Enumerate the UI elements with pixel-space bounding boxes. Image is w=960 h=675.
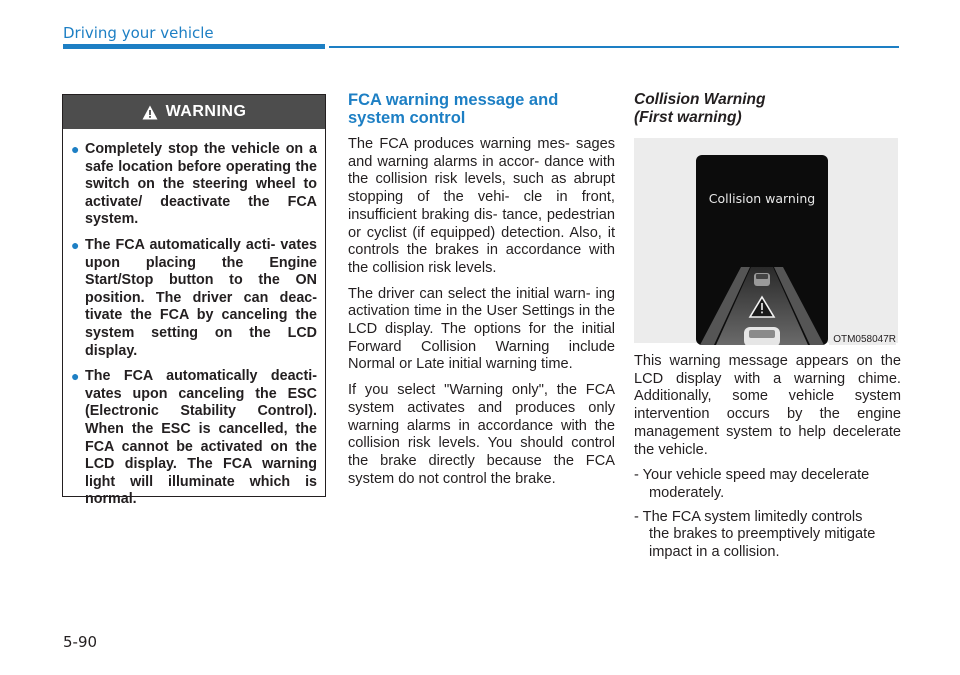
- warning-item: ● The FCA automatically deacti- vates upon canceling the ESC (Electronic Stability Control). When the ESC is cancelled, the FCA cannot be activated on the LCD display. The FCA warning light will illuminate which is normal.: [71, 368, 317, 508]
- dash-item: [634, 509, 901, 562]
- page-number: 5-90: [63, 633, 98, 651]
- middle-column: [348, 91, 615, 496]
- lcd-screen: [696, 155, 828, 345]
- screen-message: Collision warning: [708, 191, 816, 206]
- warning-title: WARNING: [165, 103, 247, 120]
- header-rule-thick: [63, 44, 325, 49]
- warning-box: [62, 94, 326, 508]
- right-column: [634, 91, 901, 568]
- figure-label: OTM058047R: [829, 334, 896, 345]
- bullet-icon: ●: [71, 236, 80, 253]
- paragraph: The driver can select the initial warn- ing activation time in the User Settings in the LCD display. The options for the initial Forward Collision Warning include Normal or Late initial warning time.: [348, 285, 615, 373]
- heading-line-2: (First warning): [634, 109, 742, 126]
- warning-item: ● The FCA automatically acti- vates upon placing the Engine Start/Stop button to the ON position. The driver can deac- tivate the FCA by canceling the system setting on the LCD display.: [71, 236, 317, 359]
- collision-warning-heading: [634, 91, 901, 127]
- warning-triangle-icon: [142, 105, 158, 120]
- header-rule-thin: [329, 46, 899, 48]
- bullet-icon: ●: [71, 368, 80, 385]
- dash-first: - The FCA system limitedly controls: [634, 508, 863, 525]
- dash-rest: moderately.: [649, 484, 725, 501]
- warning-header: [63, 95, 325, 129]
- dash-rest: the brakes to preemptively mitigate impact in a collision.: [649, 526, 876, 561]
- warning-list: [63, 129, 325, 509]
- paragraph: This warning message appears on the LCD display with a warning chime. Additionally, some vehicle system intervention occurs by the engine management system to help decelerate the vehicle.: [634, 353, 901, 458]
- warning-item: ● Completely stop the vehicle on a safe location before operating the switch on the steering wheel to activate/ deactivate the FCA system.: [71, 141, 317, 228]
- bullet-icon: ●: [71, 141, 80, 157]
- dash-first: - Your vehicle speed may decelerate: [634, 467, 870, 484]
- lcd-figure: [634, 138, 898, 343]
- dash-item: [634, 467, 901, 502]
- fca-heading: FCA warning message and system control: [348, 91, 559, 127]
- road-scene-icon: [696, 155, 828, 345]
- heading-line-1: Collision Warning: [634, 91, 766, 108]
- paragraph: The FCA produces warning mes- sages and warning alarms in accor- dance with the collision risk levels, such as abrupt stopping of the vehi- cle in front, insufficient braking dis- tance, pedestrian or cyclist (if equipped) detection. Also, it controls the brakes in accordance with the collision risk levels.: [348, 136, 615, 276]
- paragraph: If you select "Warning only", the FCA system activates and produces only warning alarms in accordance with the collision risk levels. You should control the brake directly because the FCA system do not control the brake.: [348, 382, 615, 487]
- section-title: Driving your vehicle: [63, 24, 214, 42]
